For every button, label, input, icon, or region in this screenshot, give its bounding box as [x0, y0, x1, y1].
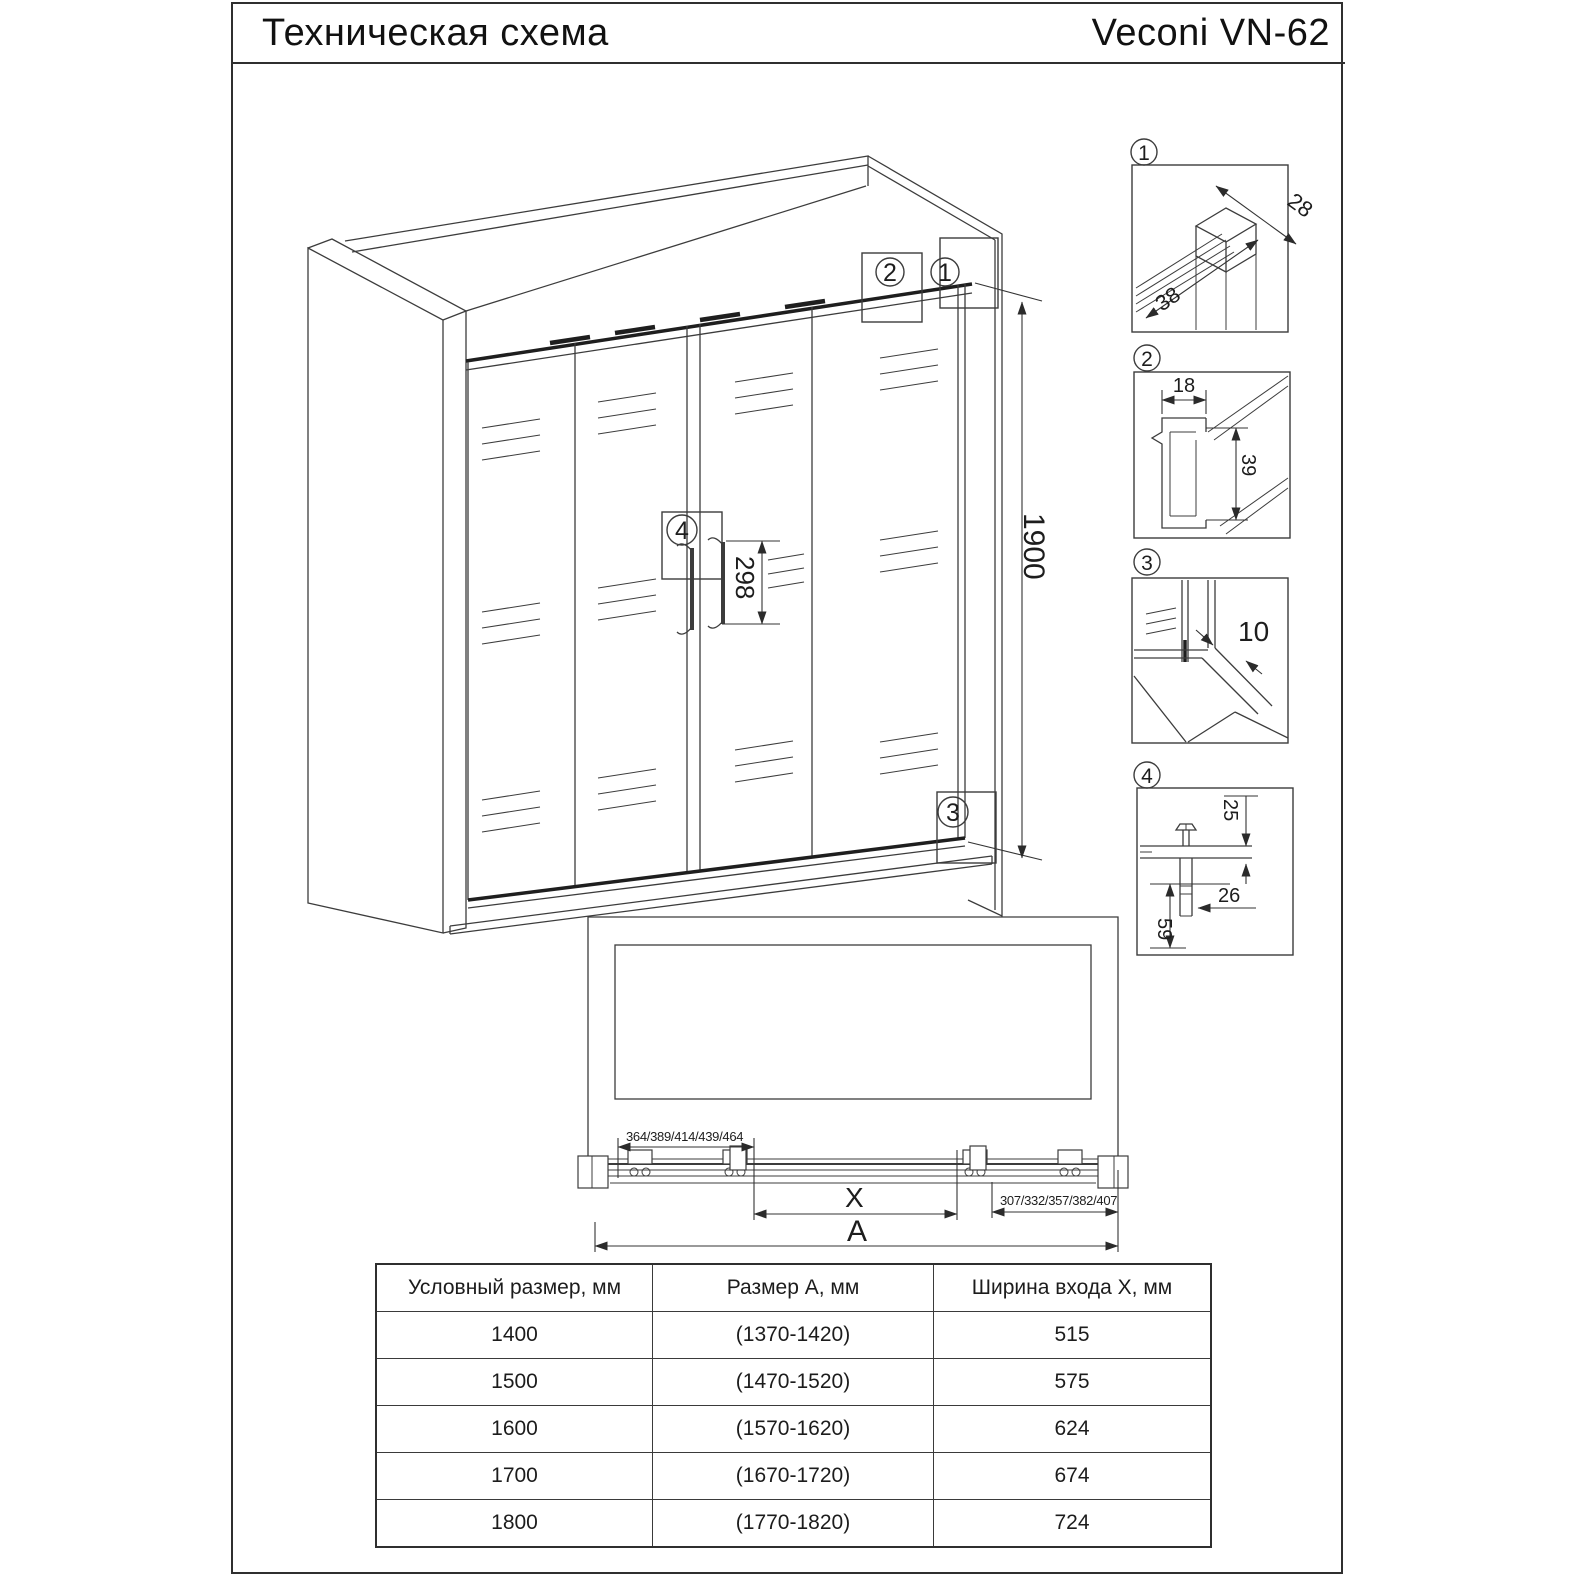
callout-1-marker: 1	[938, 259, 952, 287]
detail-3-dim-10: 10	[1238, 616, 1270, 647]
cell-nominal: 1800	[376, 1500, 653, 1547]
cell-entry-x: 575	[934, 1358, 1212, 1405]
plan-dim-left: 364/389/414/439/464	[626, 1129, 744, 1144]
cell-entry-x: 624	[934, 1405, 1212, 1452]
model-name: Veconi VN-62	[1091, 12, 1330, 54]
plan-dim-entry: X	[845, 1182, 864, 1213]
detail-2-label: 2	[1141, 348, 1153, 371]
cell-size-a: (1570-1620)	[653, 1405, 934, 1452]
table-header-row	[376, 1264, 1211, 1311]
detail-1-dim-38: 38	[1150, 281, 1185, 317]
dim-298-label: 298	[730, 556, 760, 600]
isometric-view	[308, 156, 1050, 934]
glass-hatches	[482, 349, 938, 832]
callout-markers	[662, 238, 998, 863]
cell-entry-x: 724	[934, 1500, 1212, 1547]
cell-nominal: 1600	[376, 1405, 653, 1452]
detail-3	[1132, 549, 1288, 743]
detail-1-label: 1	[1138, 142, 1150, 165]
cell-size-a: (1470-1520)	[653, 1358, 934, 1405]
detail-1-dim-28: 28	[1283, 187, 1318, 223]
cell-entry-x: 674	[934, 1453, 1212, 1500]
detail-2	[1134, 345, 1290, 538]
col-header-size-a: Размер А, мм	[653, 1264, 934, 1311]
cell-size-a: (1370-1420)	[653, 1311, 934, 1358]
detail-3-label: 3	[1141, 552, 1153, 575]
callout-3-marker: 3	[946, 799, 960, 827]
plan-dimensions	[595, 1129, 1118, 1252]
col-header-entry-x: Ширина входа X, мм	[934, 1264, 1212, 1311]
cell-entry-x: 515	[934, 1311, 1212, 1358]
detail-4-dim-59: 59	[1153, 918, 1175, 941]
plan-view	[578, 917, 1128, 1252]
col-header-nominal: Условный размер, мм	[376, 1264, 653, 1311]
table-row	[376, 1500, 1211, 1547]
dim-1900-label: 1900	[1017, 513, 1050, 580]
plan-dim-right: 307/332/357/382/407	[1000, 1193, 1118, 1208]
table-row	[376, 1453, 1211, 1500]
table-row	[376, 1405, 1211, 1452]
handle-dimension	[722, 541, 780, 624]
height-dimension	[968, 283, 1050, 860]
cell-nominal: 1400	[376, 1311, 653, 1358]
page-title: Техническая схема	[262, 12, 609, 54]
cell-nominal: 1500	[376, 1358, 653, 1405]
detail-2-dim-18: 18	[1172, 375, 1196, 397]
detail-4-label: 4	[1141, 765, 1153, 788]
cell-size-a: (1770-1820)	[653, 1500, 934, 1547]
cell-nominal: 1700	[376, 1453, 653, 1500]
table-row	[376, 1311, 1211, 1358]
detail-1	[1131, 139, 1318, 332]
callout-4-marker: 4	[675, 517, 689, 545]
detail-4-dim-25: 25	[1219, 799, 1241, 822]
detail-2-dim-39: 39	[1237, 454, 1259, 477]
detail-4	[1134, 762, 1293, 955]
size-table	[375, 1263, 1212, 1548]
cell-size-a: (1670-1720)	[653, 1453, 934, 1500]
callout-2-marker: 2	[883, 259, 897, 287]
detail-4-dim-26: 26	[1218, 885, 1241, 907]
plan-dim-total: A	[846, 1215, 868, 1248]
table-row	[376, 1358, 1211, 1405]
